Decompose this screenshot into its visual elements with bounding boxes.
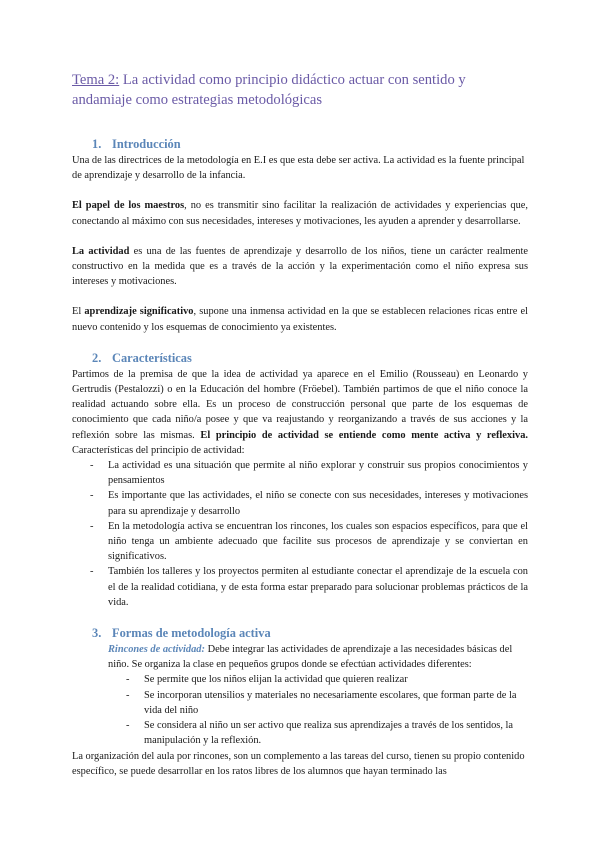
list-item: - También los talleres y los proyectos permiten al estudiante conectar el aprendizaje de la escuela con el de la realidad cotidiana, y de esta forma estar preparado para solucionar problemas prácticos de la vida. bbox=[72, 564, 528, 610]
section-1-number: 1. bbox=[92, 137, 102, 151]
list-item: - Se considera al niño un ser activo que realiza sus aprendizajes a través de los sentidos, la manipulación y la reflexión. bbox=[72, 718, 528, 748]
rincones-list bbox=[72, 672, 528, 748]
rincones-text: Debe integrar las actividades de aprendizaje a las necesidades básicas del niño. Se organiza la clase en pequeños grupos donde se efectúan actividades diferentes: bbox=[108, 644, 513, 671]
section-2-title: Características bbox=[112, 350, 192, 365]
title-text: La actividad como principio didáctico actuar con sentido y andamiaje como estrategias metodológicas bbox=[72, 72, 466, 108]
list-item: - Es importante que las actividades, el niño se conecte con sus necesidades, intereses y motivaciones para su aprendizaje y desarrollo bbox=[72, 488, 528, 518]
intro-p3-bold: La actividad bbox=[72, 245, 130, 257]
closing-paragraph: La organización del aula por rincones, son un complemento a las tareas del curso, tienen su propio contenido específico, se puede desarrollar en los ratos libres de los alumnos que hayan terminado las bbox=[72, 750, 525, 777]
char-p1-bold: El principio de actividad se entiende como mente activa y reflexiva. bbox=[200, 429, 528, 441]
document-title bbox=[72, 70, 528, 110]
intro-p2-text: , no es transmitir sino facilitar la realización de actividades y experiencias que, conectando al máximo con sus necesidades, intereses y motivaciones, les ayuden a aprender y desarrollarse. bbox=[72, 200, 528, 227]
rincones-label: Rincones de actividad: bbox=[108, 644, 205, 656]
list-item: - Se incorporan utensilios y materiales no necesariamente escolares, que forman parte de la vida del niño bbox=[72, 688, 528, 718]
char-p1-rest: Características del principio de actividad: bbox=[72, 444, 245, 456]
intro-p4-bold: aprendizaje significativo bbox=[84, 306, 194, 318]
intro-paragraph-4 bbox=[72, 304, 528, 334]
section-2-heading bbox=[72, 350, 528, 366]
section-1-title: Introducción bbox=[112, 137, 181, 151]
section-3-title: Formas de metodología activa bbox=[112, 626, 271, 641]
intro-paragraph-2 bbox=[72, 198, 528, 228]
characteristics-paragraph bbox=[72, 367, 528, 458]
intro-paragraph-3 bbox=[72, 244, 528, 290]
intro-p3-text: es una de las fuentes de aprendizaje y desarrollo de los niños, tiene un carácter realmente constructivo en la medida que es a través de la acción y la experimentación como el niño expresa sus intereses y motivaciones. bbox=[72, 245, 528, 288]
section-3-heading bbox=[72, 625, 528, 641]
list-item: - Se permite que los niños elijan la actividad que quieren realizar bbox=[72, 672, 528, 687]
intro-p4-pre: El bbox=[72, 306, 85, 318]
list-item: - La actividad es una situación que permite al niño explorar y construir sus propios conocimientos y pensamientos bbox=[72, 458, 528, 488]
intro-p4-text: , supone una inmensa actividad en la que se establecen relaciones ricas entre el nuevo contenido y los esquemas de conocimiento ya existentes. bbox=[72, 306, 528, 333]
document-page bbox=[72, 70, 528, 779]
section-1-heading bbox=[72, 136, 528, 152]
rincones-paragraph bbox=[72, 642, 528, 672]
intro-paragraph-1: Una de las directrices de la metodología en E.I es que esta debe ser activa. La actividad es la fuente principal de aprendizaje y desarrollo de la infancia. bbox=[72, 155, 525, 182]
intro-p2-bold: El papel de los maestros bbox=[72, 200, 185, 212]
section-2-number: 2. bbox=[92, 350, 102, 365]
list-item: - En la metodología activa se encuentran los rincones, los cuales son espacios específicos, para que el niño tenga un ambiente adecuado que facilite sus procesos de aprendizaje y se conviertan en significativos. bbox=[72, 519, 528, 565]
char-p1-text: Partimos de la premisa de que la idea de actividad ya aparece en el Emilio (Rousseau) en Leonardo y Gertrudis (Pestalozzi) o en la Educación del hombre (Fröebel). También partimos de que el niño conoce la realidad actuando sobre ella. Es un proceso de construcción personal que parte de los esquemas de conocimiento que cada niño/a posee y que va reajustando y reorganizando a través de sus acciones y la reflexión sobre las mismas. bbox=[72, 368, 528, 441]
characteristics-list bbox=[72, 458, 528, 610]
section-3-number: 3. bbox=[92, 626, 102, 641]
title-topic-label: Tema 2: bbox=[72, 72, 120, 88]
